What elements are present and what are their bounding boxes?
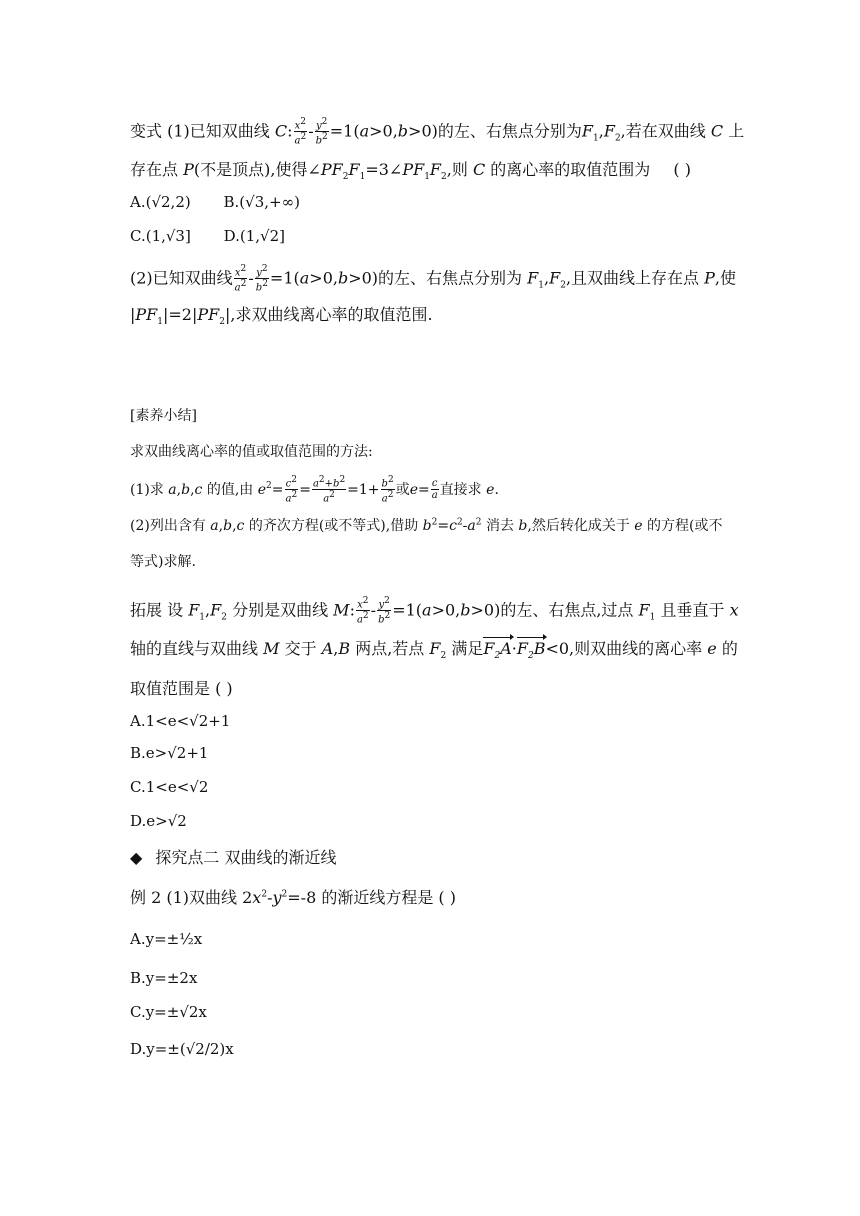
section-heading	[130, 845, 337, 868]
option-a[interactable]: A.(√2,2)	[130, 193, 191, 211]
summary-intro: 求双曲线离心率的值或取值范围的方法:	[130, 444, 373, 460]
answer-paren[interactable]: ( )	[673, 160, 691, 179]
variant1-line2: 存在点 P(不是顶点),使得$\angle PF_2F_1=3\angle PF_1F_2$,则 C 的离心率的取值范围为 ( )	[130, 160, 691, 183]
variant1-options-ab	[130, 193, 300, 211]
extension-option-c[interactable]: C.1<e<√2	[130, 778, 209, 796]
diamond-bullet-icon: ◆	[130, 848, 143, 867]
section-title: 探究点二 双曲线的渐近线	[155, 848, 337, 867]
example2-stem: 例 2 (1)双曲线 $2x^2-y^2=-8$ 的渐近线方程是 ( )	[130, 888, 456, 907]
variant2-line1: (2)已知双曲线 $\frac{x^2}{a^2}$ - $\frac{y^2}{b^2}$ =1(a>0,b>0)的左、右焦点分别为 $F_1,F_2$,且双曲线上存在点 P,使	[130, 264, 736, 294]
variant1-label: 变式 (1)已知双曲线	[130, 121, 270, 141]
summary-item1: (1)求 a,b,c 的值,由 $e^2=$ $\frac{c^2}{a^2}$ = $\frac{a^2+b^2}{a^2}$ =1+ $\frac{b^2}{a^2}$ 或e= $\frac{c}{a}$ 直接求 e.	[130, 475, 499, 505]
example2-option-a[interactable]: A.y=±½x	[130, 930, 203, 948]
example2-option-c[interactable]: C.y=±√2x	[130, 1003, 207, 1021]
option-d[interactable]: D.(1,√2]	[223, 227, 285, 245]
extension-line3: 取值范围是 ( )	[130, 679, 233, 698]
summary-heading: [素养小结]	[130, 408, 197, 424]
extension-line2: 轴的直线与双曲线 M 交于 A,B 两点,若点 $F_2$ 满足$F_2A\cdot F_2B<0$,则双曲线的离心率 e 的	[130, 639, 738, 662]
summary-item2: (2)列出含有 a,b,c 的齐次方程(或不等式),借助 $b^2=c^2-a^2$ 消去 b,然后转化成关于 e 的方程(或不	[130, 517, 723, 534]
extension-label: 拓展 设	[130, 600, 184, 620]
extension-option-d[interactable]: D.e>√2	[130, 812, 187, 830]
option-b[interactable]: B.(√3,+∞)	[223, 193, 300, 211]
example2-label: 例 2 (1)双曲线	[130, 888, 238, 907]
example2-option-b[interactable]: B.y=±2x	[130, 969, 198, 987]
summary-item2-cont: 等式)求解.	[130, 554, 196, 570]
extension-option-a[interactable]: A.1<e<√2+1	[130, 712, 231, 730]
extension-option-b[interactable]: B.e>√2+1	[130, 744, 209, 762]
example2-option-d[interactable]: D.y=±(√2/2)x	[130, 1040, 234, 1058]
variant1-options-cd	[130, 227, 285, 245]
extension-line1: 拓展 设 $F_1,F_2$ 分别是双曲线 M: $\frac{x^2}{a^2}$ - $\frac{y^2}{b^2}$ =1(a>0,b>0)的左、右焦点,过点 $F_1$ 且垂直于 x	[130, 596, 739, 626]
variant2-line2: $|PF_1|=2|PF_2|$,求双曲线离心率的取值范围.	[130, 305, 433, 328]
variant1-line1: 变式 (1)已知双曲线 C: $\frac{x^2}{a^2}$ - $\frac{y^2}{b^2}$ =1(a>0,b>0)的左、右焦点分别为$F_1,F_2$,若在双曲线 C 上	[130, 117, 745, 147]
option-c[interactable]: C.(1,√3]	[130, 227, 191, 245]
